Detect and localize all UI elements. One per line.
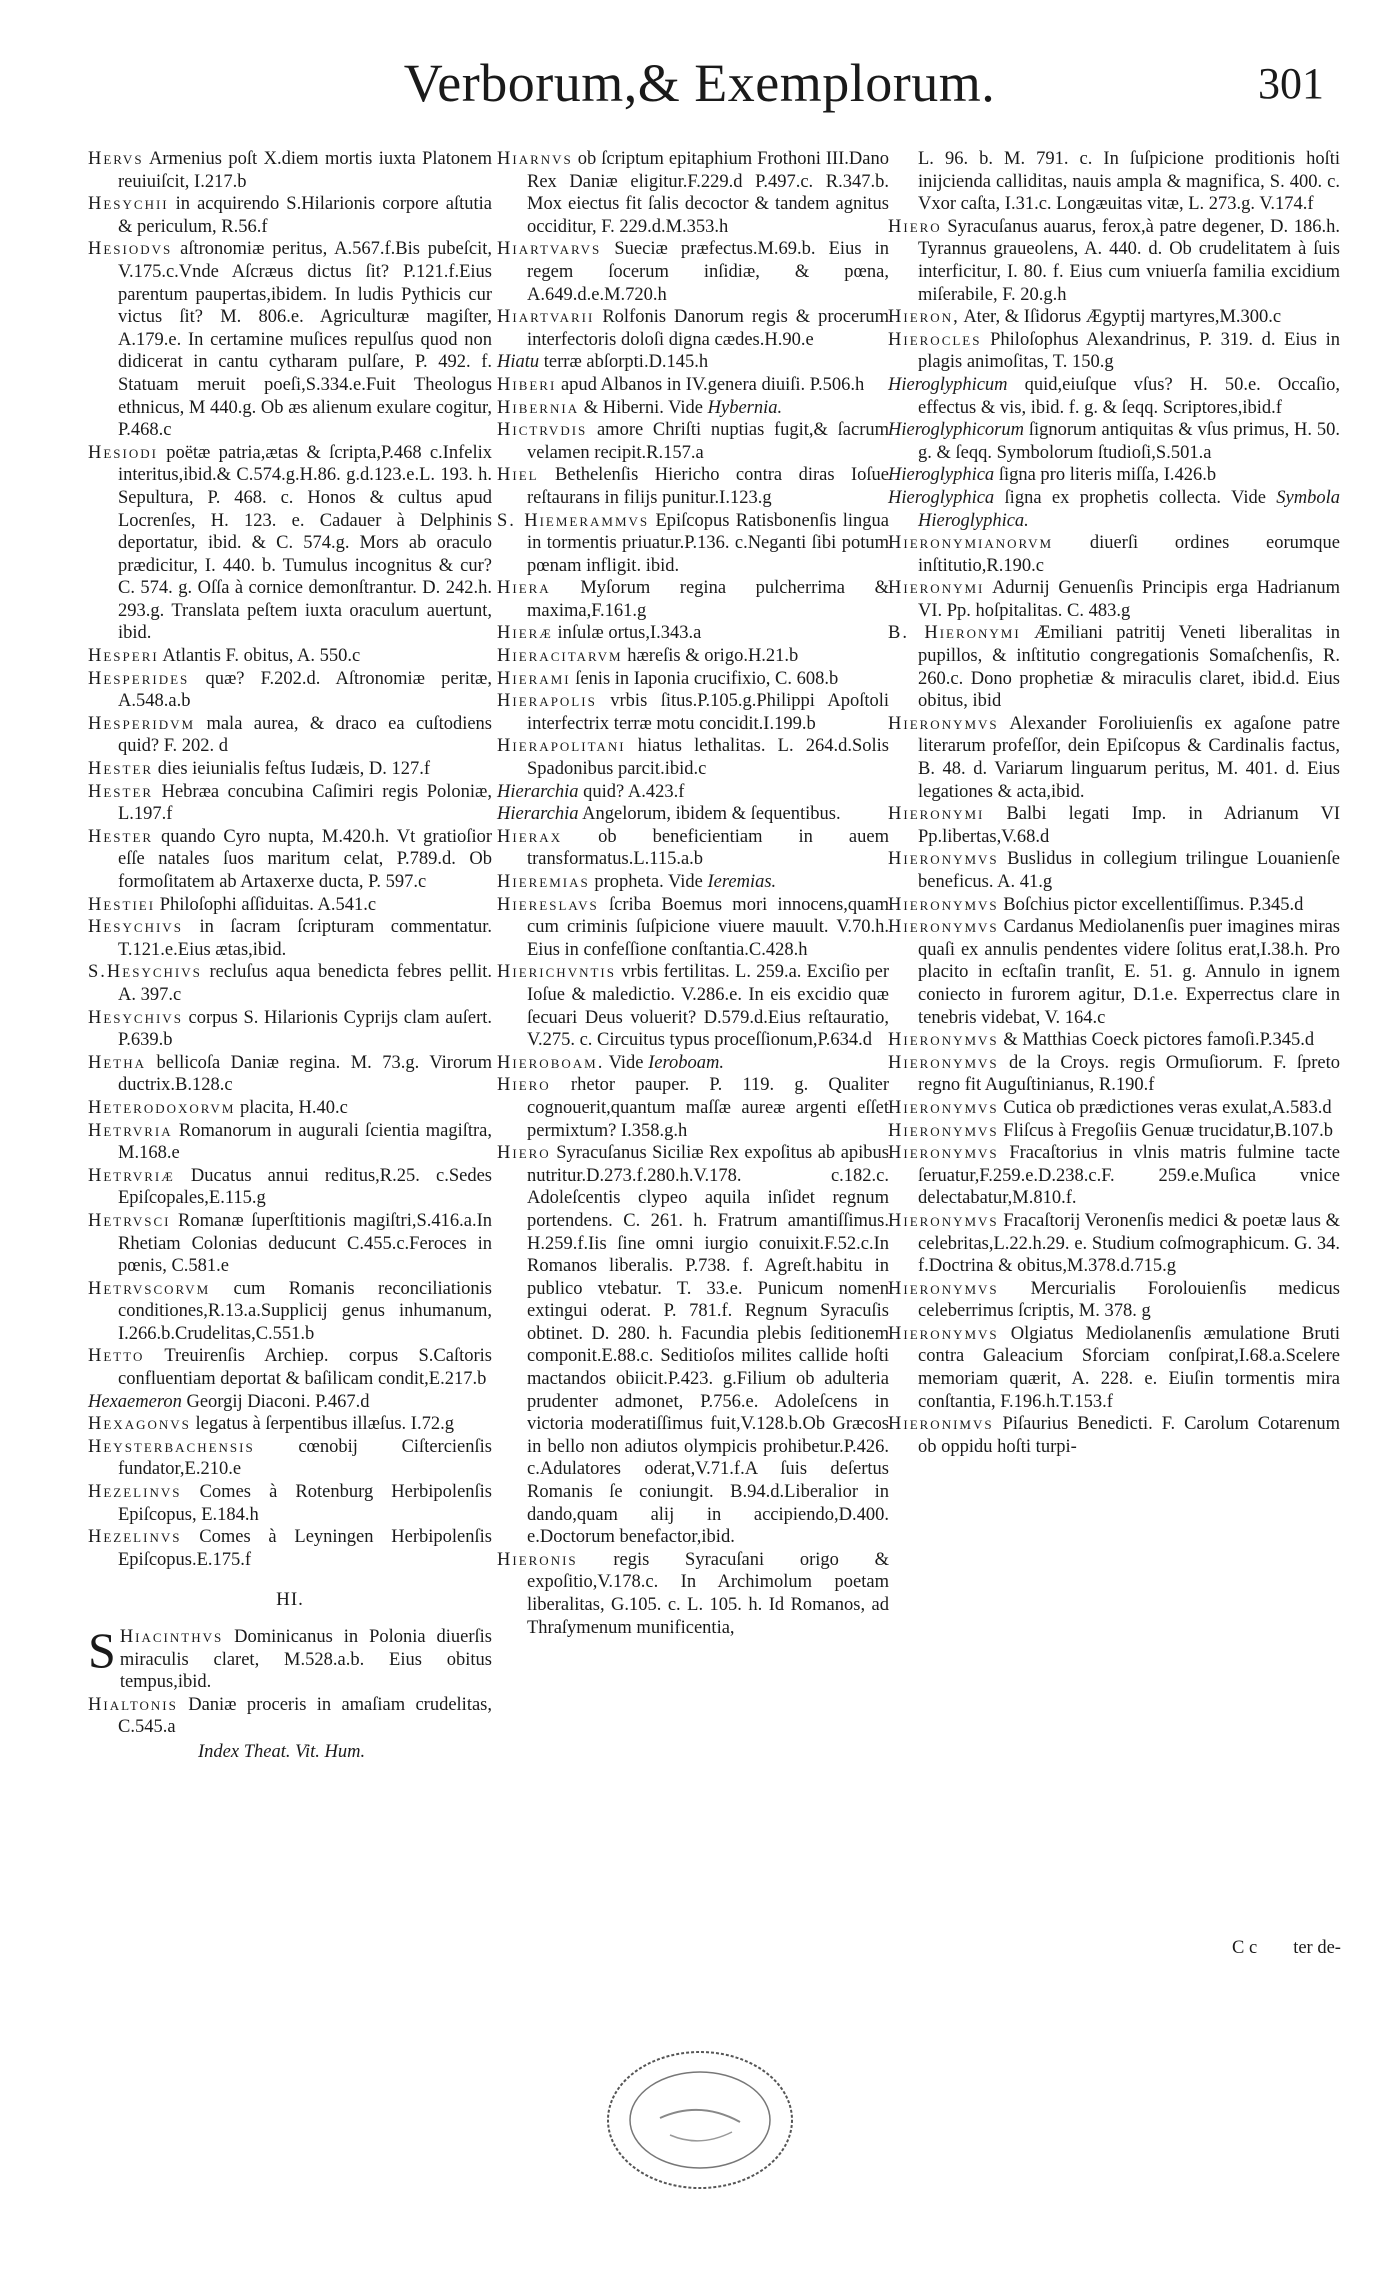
entry-references: propheta. Vide: [594, 872, 703, 892]
index-entry: [88, 1052, 492, 1097]
entry-references: L. 96. b. M. 791. c. In ſuſpicione proditionis hoſti inijcienda calliditas, nauis ampla & magnifica, S. 400. c. Vxor caſta, I.31.c. Longæuitas vitæ, L. 273.g. V.174.f: [918, 149, 1340, 215]
entry-references: Balbi legati Imp. in Adrianum VI Pp.libertas,V.68.d: [918, 804, 1340, 847]
entry-headword: Hieronymvs: [888, 1120, 999, 1141]
section-heading: HI.: [276, 1589, 304, 1611]
index-entry: [497, 374, 889, 397]
entry-references: in acquirendo S.Hilarionis corpore aſtutia & periculum, R.56.f: [118, 194, 492, 237]
entry-references: ſcriba Boemus mori innocens,quam cum criminis ſuſpicione viuere mauult. V.70.h. Eius in confeſſione conſtantia.C.428.h: [527, 894, 889, 960]
index-entry: [497, 622, 889, 645]
index-entry: [88, 193, 492, 238]
entry-references: cœnobij Ciſtercienſis fundator,E.210.e: [118, 1436, 492, 1480]
entry-references: Ducatus annui reditus,R.25. c.Sedes Epiſcopales,E.115.g: [118, 1165, 492, 1209]
entry-headword: Hierapolitani: [497, 736, 626, 757]
index-entry: [88, 645, 492, 668]
index-entry: [888, 1413, 1340, 1458]
entry-headword: Hierapolis: [497, 691, 597, 712]
index-entry: [88, 1413, 492, 1436]
entry-references: quando Cyro nupta, M.420.h. Vt gratioſior eſſe natales ſuos maritum celat, P.789.d. Ob formoſitatem ab Artaxerxe ducta, P. 597.c: [118, 826, 492, 892]
index-entry: [88, 1345, 492, 1390]
entry-references: Olgiatus Mediolanenſis æmulatione Bruti contra Galeacium Sforciam conſpirat,I.68.a.Scelere memoriam quærit, A. 228. e. Eiuſin tormentis mira conſtantia, F.196.h.T.153.f: [918, 1323, 1341, 1412]
index-column-left: [88, 148, 492, 1764]
entry-references: ſigna pro literis miſſa, I.426.b: [998, 465, 1217, 486]
entry-headword: Hezelinvs: [88, 1527, 182, 1548]
entry-headword: Hictrvdis: [497, 420, 588, 441]
entry-references: inſulæ ortus,I.343.a: [557, 623, 702, 644]
entry-headword: Hierami: [497, 668, 571, 689]
entry-references: corpus S. Hilarionis Cyprijs clam auſert. P.639.b: [118, 1007, 492, 1051]
entry-headword: Hetrvscorvm: [88, 1278, 211, 1299]
entry-references: Rolfonis Danorum regis & procerum interfectoris doloſi digna cædes.H.90.e: [527, 307, 889, 350]
index-entry: [888, 1097, 1340, 1120]
entry-headword: Hieronymvs: [888, 713, 999, 734]
index-entry: [497, 419, 889, 464]
entry-headword: Hibernia: [497, 397, 580, 418]
index-entry: [888, 374, 1340, 419]
entry-references: cum Romanis reconciliationis conditiones,R.13.a.Supplicij genus inhumanum, I.266.b.Crudelitas,C.551.b: [118, 1278, 492, 1344]
entry-references: amore Chriſti nuptias fugit,& ſacrum velamen recipit.R.157.a: [527, 420, 889, 463]
catchword: ter de-: [1293, 1938, 1341, 1958]
cross-reference: Ieremias.: [707, 872, 777, 892]
entry-headword: Hieroglyphica: [888, 487, 995, 508]
entry-references: Daniæ proceris in amaſiam crudelitas, C.545.a: [118, 1694, 492, 1738]
entry-references: Buslidus in collegium trilingue Louanienſe beneficus. A. 41.g: [918, 849, 1340, 892]
entry-references: hiatus lethalitas. L. 264.d.Solis Spadonibus parcit.ibid.c: [527, 736, 889, 780]
index-entry: [497, 1074, 889, 1142]
entry-headword: Hieronymvs: [888, 1210, 999, 1231]
index-entry: [888, 848, 1340, 893]
entry-headword: Hieronymvs: [888, 1052, 999, 1073]
entry-headword: Hesperidvm: [88, 713, 196, 734]
entry-references: Georgij Diaconi. P.467.d: [186, 1391, 370, 1412]
entry-references: Bethelenſis Hiericho contra diras Ioſue reſtaurans in filijs punitur.I.123.g: [527, 465, 889, 508]
entry-headword: Hiereslavs: [497, 894, 599, 915]
entry-references: Æmiliani patritij Veneti liberalitas in pupillos, & inſtitutio congregationis Somaſchenſis, R. 260.c. Dono prophetiæ & miraculis claret, ibid.d. Eius obitus, ibid: [918, 623, 1340, 712]
index-entry: [497, 668, 889, 691]
index-entry: [497, 510, 889, 578]
index-entry: [88, 713, 492, 758]
entry-references: ob ſcriptum epitaphium Frothoni III.Dano Rex Daniæ eligitur.F.229.d P.497.c. R.347.b. Mox eiectus fit ſalis decoctor & tandem agnitus occiditur, F. 229.d.M.353.h: [527, 149, 889, 237]
entry-references: Comes à Rotenburg Herbipolenſis Epiſcopus, E.184.h: [118, 1482, 493, 1525]
index-entry: [888, 1323, 1340, 1413]
entry-references: Philoſophi aſſiduitas. A.541.c: [159, 894, 377, 915]
entry-references: Fliſcus à Fregoſiis Genuæ trucidatur,B.107.b: [1003, 1120, 1333, 1141]
entry-headword: Hetrvriæ: [88, 1165, 175, 1186]
entry-references: Treuirenſis Archiep. corpus S.Caſtoris confluentiam deportat & baſilicam condit,E.217.b: [118, 1346, 493, 1390]
drop-cap: S: [88, 1622, 116, 1678]
entry-headword: Hesychii: [88, 194, 169, 215]
index-entry: [888, 1142, 1340, 1210]
index-entry: [497, 238, 889, 306]
index-entry: [888, 148, 1340, 216]
index-entry: [888, 329, 1340, 374]
entry-headword: Hieronymvs: [888, 1030, 999, 1051]
index-entry: [88, 894, 492, 917]
entry-headword: Hetrvria: [88, 1120, 173, 1141]
index-entry: [88, 961, 492, 1006]
entry-references: ſigna ex prophetis collecta. Vide: [1004, 487, 1266, 508]
index-entry: [497, 1142, 889, 1549]
entry-headword: Hexagonvs: [88, 1414, 191, 1435]
entry-references: placita, H.40.c: [240, 1097, 348, 1118]
entry-headword: Hieroboam.: [497, 1052, 605, 1073]
index-entry: [888, 216, 1340, 306]
entry-references: ſenis in Iaponia crucifixio, C. 608.b: [575, 668, 839, 689]
index-entry: [88, 1526, 492, 1571]
index-entry: [888, 622, 1340, 712]
index-entry: [497, 781, 889, 804]
entry-references: quæ? F.202.d. Aſtronomiæ peritæ, A.548.a.b: [118, 668, 493, 712]
index-entry: [88, 1391, 492, 1414]
entry-headword: Hierichvntis: [497, 962, 616, 983]
entry-headword: Hezelinvs: [88, 1482, 182, 1503]
entry-headword: Hiartvarvs: [497, 239, 602, 260]
index-entry: [888, 1052, 1340, 1097]
entry-headword: Hesychivs: [88, 917, 183, 938]
entry-references: Ater, & Iſidorus Ægyptij martyres,M.300.c: [963, 307, 1282, 328]
index-entry: [88, 826, 492, 894]
entry-references: Armenius poſt X.diem mortis iuxta Platonem reuiuiſcit, I.217.b: [118, 149, 493, 192]
cross-reference: Symbola Hieroglyphica.: [918, 487, 1341, 531]
index-entry: [88, 1165, 492, 1210]
entry-headword: Hieroglyphicorum: [888, 420, 1024, 441]
entry-headword: Hesiodi: [88, 442, 158, 463]
index-entry: [888, 1210, 1340, 1278]
index-entry: [497, 690, 889, 735]
entry-headword: Hierarchia: [497, 804, 579, 825]
index-entry: [88, 1278, 492, 1346]
index-entry: [888, 1120, 1340, 1143]
entry-references: Alexander Foroliuienſis ex agaſone patre literarum profeſſor, dein Epiſcopus & Cardinalis factus, B. 48. d. Variarum linguarum peritus, M. 401. d. Eius legationes & acta,ibid.: [918, 713, 1341, 802]
entry-headword: Hieronymvs: [888, 849, 999, 870]
entry-references: vrbis ſitus.P.105.g.Philippi Apoſtoli interfectrix terræ motu concidit.I.199.b: [527, 691, 890, 734]
index-entry: [497, 148, 889, 238]
cross-reference: Ieroboam.: [648, 1052, 724, 1073]
index-entry: [88, 1694, 492, 1739]
entry-headword: Hiberi: [497, 374, 557, 395]
entry-headword: Hesiodvs: [88, 239, 173, 260]
cross-reference: Hybernia.: [707, 397, 783, 418]
entry-references: Romanorum in augurali ſcientia magiſtra, M.168.e: [118, 1120, 492, 1164]
entry-headword: Hesperides: [88, 668, 190, 689]
index-entry: [88, 1097, 492, 1120]
index-entry: [88, 1210, 492, 1278]
entry-headword: Hiero: [497, 1143, 551, 1164]
entry-headword: Hieronymvs: [888, 894, 999, 915]
entry-references: Cardanus Mediolanenſis puer imagines miras quaſi ex annulis pendentes videre ſolitus erat,I.38.h. Pro placito in ecſtaſin tranſit, E. 51. g. Annulo in ignem coniecto in furorem agitur, D.1.e. Experrectus clare in tenebris videbat, V. 164.c: [918, 917, 1341, 1028]
index-entry: [888, 713, 1340, 803]
entry-headword: Hiatu: [497, 352, 540, 373]
index-entry: [497, 803, 889, 826]
entry-headword: Hetrvsci: [88, 1210, 171, 1231]
entry-references: Adurnij Genuenſis Principis erga Hadrianum VI. Pp. hoſpitalitas. C. 483.g: [918, 578, 1340, 621]
entry-headword: Hieroglyphicum: [888, 374, 1008, 395]
index-entry: [88, 668, 492, 713]
entry-references: Syracuſanus auarus, ferox,à patre degener, D. 186.h. Tyrannus graueolens, A. 440. d. Ob crudelitatem à ſuis interficitur, I. 80. f. Eius cum vniuerſa familia excidium miſerabile, F. 20.g.h: [918, 216, 1340, 305]
entry-references: Hebræa concubina Caſimiri regis Poloniæ, L.197.f: [118, 781, 493, 825]
entry-headword: Hexaemeron: [88, 1391, 182, 1412]
entry-references: & Hiberni. Vide: [583, 397, 703, 418]
index-entry: [497, 826, 889, 871]
index-entry: [497, 577, 889, 622]
entry-headword: Hieroglyphica: [888, 465, 995, 486]
index-entry: [88, 238, 492, 441]
entry-headword: Hieronymvs: [888, 1143, 999, 1164]
entry-references: Romanæ ſuperſtitionis magiſtri,S.416.a.In Rhetiam Colonias deducunt C.455.c.Feroces in pœnis, C.581.e: [118, 1210, 493, 1277]
index-entry: [497, 645, 889, 668]
signature-mark: C c: [1232, 1938, 1258, 1958]
index-entry: [88, 781, 492, 826]
index-entry: [497, 871, 889, 894]
entry-headword: Hiarnvs: [497, 149, 573, 169]
entry-references: Boſchius pictor excellentiſſimus. P.345.d: [1003, 894, 1304, 915]
entry-references: diuerſi ordines eorumque inſtitutio,R.190.c: [918, 533, 1340, 576]
entry-headword: Hieronymvs: [888, 917, 999, 938]
index-entry: [497, 961, 889, 1051]
entry-references: Fracaſtorij Veronenſis medici & poetæ laus & celebritas,L.22.h.29. e. Studium coſmographicum. G. 34. f.Doctrina & obitus,M.378.d.715.g: [918, 1210, 1340, 1277]
entry-headword: Hesperi: [88, 646, 159, 667]
entry-references: Vide: [608, 1052, 644, 1073]
footer-note: Index Theat. Vit. Hum.: [198, 1741, 366, 1762]
entry-references: bellicoſa Daniæ regina. M. 73.g. Virorum ductrix.B.128.c: [118, 1052, 492, 1096]
index-entry: [497, 397, 889, 420]
index-entry: [88, 1120, 492, 1165]
entry-references: hæreſis & origo.H.21.b: [627, 646, 799, 667]
entry-headword: B. Hieronymi: [888, 623, 1021, 644]
entry-headword: Hiartvarii: [497, 307, 595, 328]
index-entry: [88, 1007, 492, 1052]
entry-references: de la Croys. regis Ormuſiorum. F. ſpreto regno fit Auguſtinianus, R.190.f: [918, 1052, 1340, 1096]
entry-references: Comes à Leyningen Herbipolenſis Epiſcopus.E.175.f: [118, 1527, 492, 1570]
entry-headword: Hialtonis: [88, 1694, 178, 1715]
entry-headword: Hesychivs: [88, 1007, 183, 1028]
entry-references: legatus à ſerpentibus illæſus. I.72.g: [195, 1414, 454, 1435]
entry-headword: Hester: [88, 781, 154, 802]
index-entry: [497, 464, 889, 509]
entry-headword: Hieronymi: [888, 578, 985, 599]
index-entry: [888, 916, 1340, 1029]
entry-references: Myſorum regina pulcherrima & maxima,F.161.g: [527, 578, 889, 621]
entry-references: Fracaſtorius in vlnis matris fulmine tacte ſeruatur,F.259.e.D.238.c.F. 259.e.Muſica vnice delectabatur,M.810.f.: [918, 1143, 1340, 1209]
library-stamp: [600, 2040, 800, 2200]
entry-references: Atlantis F. obitus, A. 550.c: [162, 646, 361, 667]
entry-headword: Hieronymvs: [888, 1323, 999, 1344]
entry-headword: Hieremias: [497, 872, 590, 892]
index-entry: [888, 487, 1340, 532]
index-entry: [88, 1481, 492, 1526]
index-entry: [888, 1029, 1340, 1052]
entry-headword: Hervs: [88, 149, 144, 169]
entry-headword: Hieronymvs: [888, 1097, 999, 1118]
entry-references: quid,eiuſque vſus? H. 50.e. Occaſio, effectus & vis, ibid. f. g. & ſeqq. Scriptores,ibid.f: [918, 374, 1340, 418]
entry-references: recluſus aqua benedicta febres pellit. A. 397.c: [118, 962, 492, 1005]
entry-references: Philoſophus Alexandrinus, P. 319. d. Eius in plagis animoſitas, T. 150.g: [918, 329, 1341, 373]
entry-references: apud Albanos in IV.genera diuiſi. P.506.h: [560, 374, 865, 395]
entry-headword: Hieron,: [888, 307, 960, 328]
entry-headword: Hiero: [888, 216, 942, 237]
running-head-title: Verborum,& Exemplorum.: [403, 53, 996, 113]
index-column-middle: [497, 148, 889, 1639]
entry-headword: Hester: [88, 826, 154, 847]
entry-headword: Hiera: [497, 578, 551, 599]
index-column-right: [888, 148, 1340, 1458]
entry-headword: Hiacinthvs: [119, 1627, 224, 1647]
index-entry: [888, 894, 1340, 917]
index-entry: [88, 442, 492, 645]
entry-references: Epiſcopus Ratisbonenſis lingua in tormentis priuatur.P.136. c.Neganti ſibi potum pœnam infligit. ibid.: [527, 510, 890, 576]
entry-references: aſtronomiæ peritus, A.567.f.Bis pubeſcit, V.175.c.Vnde Aſcræus dictus ſit? P.121.f.Eius parentum paupertas,ibidem. In ludis Pythicis cur victus ſit? M. 806.e. Agriculturæ magiſter, A.179.e. In certamine muſices repulſus quod non didicerat in cantu cytharam pulſare, P. 492. f. Statuam meruit poeſi,S.334.e.Fuit Theologus ethnicus, M 440.g. Ob æs alienum exulare cogitur, P.468.c: [118, 239, 492, 441]
entry-references: Mercurialis Forolouienſis medicus celeberrimus ſcriptis, M. 378. g: [918, 1278, 1340, 1322]
entry-references: Piſaurius Benedicti. F. Carolum Cotarenum ob oppidu hoſti turpi-: [918, 1414, 1340, 1457]
entry-references: in ſacram ſcripturam commentatur. T.121.e.Eius ætas,ibid.: [118, 917, 493, 960]
entry-headword: Hieracitarvm: [497, 646, 623, 667]
entry-references: dies ieiunialis feſtus Iudæis, D. 127.f: [157, 759, 431, 780]
entry-headword: Hieronymi: [888, 804, 985, 825]
entry-headword: Hieronymianorvm: [888, 533, 1054, 554]
index-entry: [88, 916, 492, 961]
index-entry: [88, 1622, 493, 1694]
index-entry: [497, 1549, 889, 1639]
entry-headword: Hiel: [497, 465, 539, 486]
entry-headword: Hierax: [497, 826, 563, 847]
index-entry: [497, 1052, 889, 1075]
index-entry: [497, 894, 889, 962]
index-entry: [888, 803, 1340, 848]
entry-references: ſignorum antiquitas & vſus primus, H. 50. g. & ſeqq. Symbolorum ſtudioſi,S.501.a: [918, 420, 1340, 463]
catchword-line: [1232, 1938, 1377, 1959]
entry-headword: Hieræ: [497, 623, 553, 644]
entry-headword: Heysterbachensis: [88, 1436, 255, 1457]
index-entry: [88, 1436, 492, 1481]
index-entry: [888, 464, 1340, 487]
entry-references: Sueciæ præfectus.M.69.b. Eius in regem ſocerum inſidiæ, & pœna, A.649.d.e.M.720.h: [527, 239, 890, 305]
index-entry: [497, 351, 889, 374]
entry-headword: Hieronimvs: [888, 1414, 994, 1435]
page-number: 301: [1258, 59, 1324, 108]
index-entry: [888, 1278, 1340, 1323]
entry-references: Angelorum, ibidem & ſequentibus.: [582, 804, 841, 825]
entry-references: poëtæ patria,ætas & ſcripta,P.468 c.Infelix interitus,ibid.& C.574.g.H.86. g.d.123.e.L. 193. h. Sepultura, P. 468. c. Honos & cultus apud Locrenſes, H. 123. e. Cadauer à Delphinis deportatur, ibid. & C. 574.g. Mors ab oraculo prædicitur, I. 440. b. Tumulus incognitus & cur? C. 574. g. Oſſa à cornice demonſtrantur. D. 242.h. 293.g. Translata peſtem iuxta oraculum auertunt, ibid.: [118, 442, 492, 644]
entry-references: rhetor pauper. P. 119. g. Qualiter cognouerit,quantum maſſæ aureæ argenti eſſet permixtum? I.358.g.h: [527, 1075, 890, 1141]
index-entry: [497, 306, 889, 351]
entry-headword: Hieronymvs: [888, 1278, 999, 1299]
entry-references: & Matthias Coeck pictores famoſi.P.345.d: [1003, 1030, 1315, 1051]
entry-headword: Hieronis: [497, 1549, 578, 1570]
entry-headword: Hierarchia: [497, 781, 579, 802]
entry-references: Syracuſanus Siciliæ Rex expoſitus ab apibus nutritur.D.273.f.280.h.V.178. c.182.c. Adoleſcentis clypeo aquila inſidet regnum portendens. C. 261. h. Fratrum amantiſſimus. H.259.f.Iis ſine omni iurgio conuixit.F.52.c.In Romanos liberalis. P.738. f. Agreſt.habitu in publico vtebatur. T. 33.e. Punicum nomen extingui oderat. P. 781.f. Regnum Syracuſis obtinet. D. 280. h. Facundia plebis ſeditionem componit.E.88.c. Seditioſos milites callide hoſti mactandos obiicit.P.423. g.Filium ob adulteria prudenter admonet, P.756.e. Adoleſcens in victoria moderatiſſimus fuit,V.128.b.Ob Græcos in bello non adiutos olympicis prohibetur.P.426. c.Adulatores oderat,V.71.f.A ſuis deſertus Romanis ſe coniungit. B.94.d.Liberalior in dando,quam alij in accipiendo,D.400. e.Doctorum benefactor,ibid.: [527, 1143, 889, 1548]
entry-headword: Hetha: [88, 1052, 147, 1073]
entry-references: regis Syracuſani origo & expoſitio,V.178.c. In Archimolum poetam liberalitas, G.105. c. L. 105. h. Id Romanos, ad Thraſymenum munificentia,: [527, 1549, 890, 1638]
entry-headword: Hiero: [497, 1075, 551, 1096]
entry-headword: Hester: [88, 759, 154, 780]
entry-references: terræ abſorpti.D.145.h: [543, 352, 709, 373]
entry-headword: S. Hiemerammvs: [497, 510, 650, 531]
entry-headword: Hierocles: [888, 329, 982, 350]
entry-headword: Hestiei: [88, 894, 156, 915]
index-entry: [888, 577, 1340, 622]
entry-references: quid? A.423.f: [583, 781, 685, 802]
entry-references: vrbis fertilitas. L. 259.a. Exciſio per Ioſue & maledictio. V.286.e. In eis excidio quæ ſecuari Deus voluerit? D.579.d.Eius reſtauratio, V.275. c. Circuitus typus proceſſionum,P.634.d: [527, 962, 889, 1051]
index-entry: [888, 532, 1340, 577]
index-entry: [88, 148, 492, 193]
index-entry: [88, 758, 492, 781]
index-entry: [497, 735, 889, 780]
entry-references: ob beneficientiam in auem transformatus.L.115.a.b: [527, 826, 889, 870]
entry-headword: S.Hesychivs: [88, 962, 202, 983]
index-entry: [888, 306, 1340, 329]
entry-headword: Heterodoxorvm: [88, 1097, 236, 1118]
entry-references: Dominicanus in Polonia diuerſis miraculis claret, M.528.a.b. Eius obitus tempus,ibid.: [119, 1627, 493, 1693]
entry-references: mala aurea, & draco ea cuſtodiens quid? F. 202. d: [118, 713, 493, 757]
entry-headword: Hetto: [88, 1346, 145, 1367]
index-entry: [888, 419, 1340, 464]
entry-references: Cutica ob prædictiones veras exulat,A.583.d: [1003, 1097, 1332, 1118]
